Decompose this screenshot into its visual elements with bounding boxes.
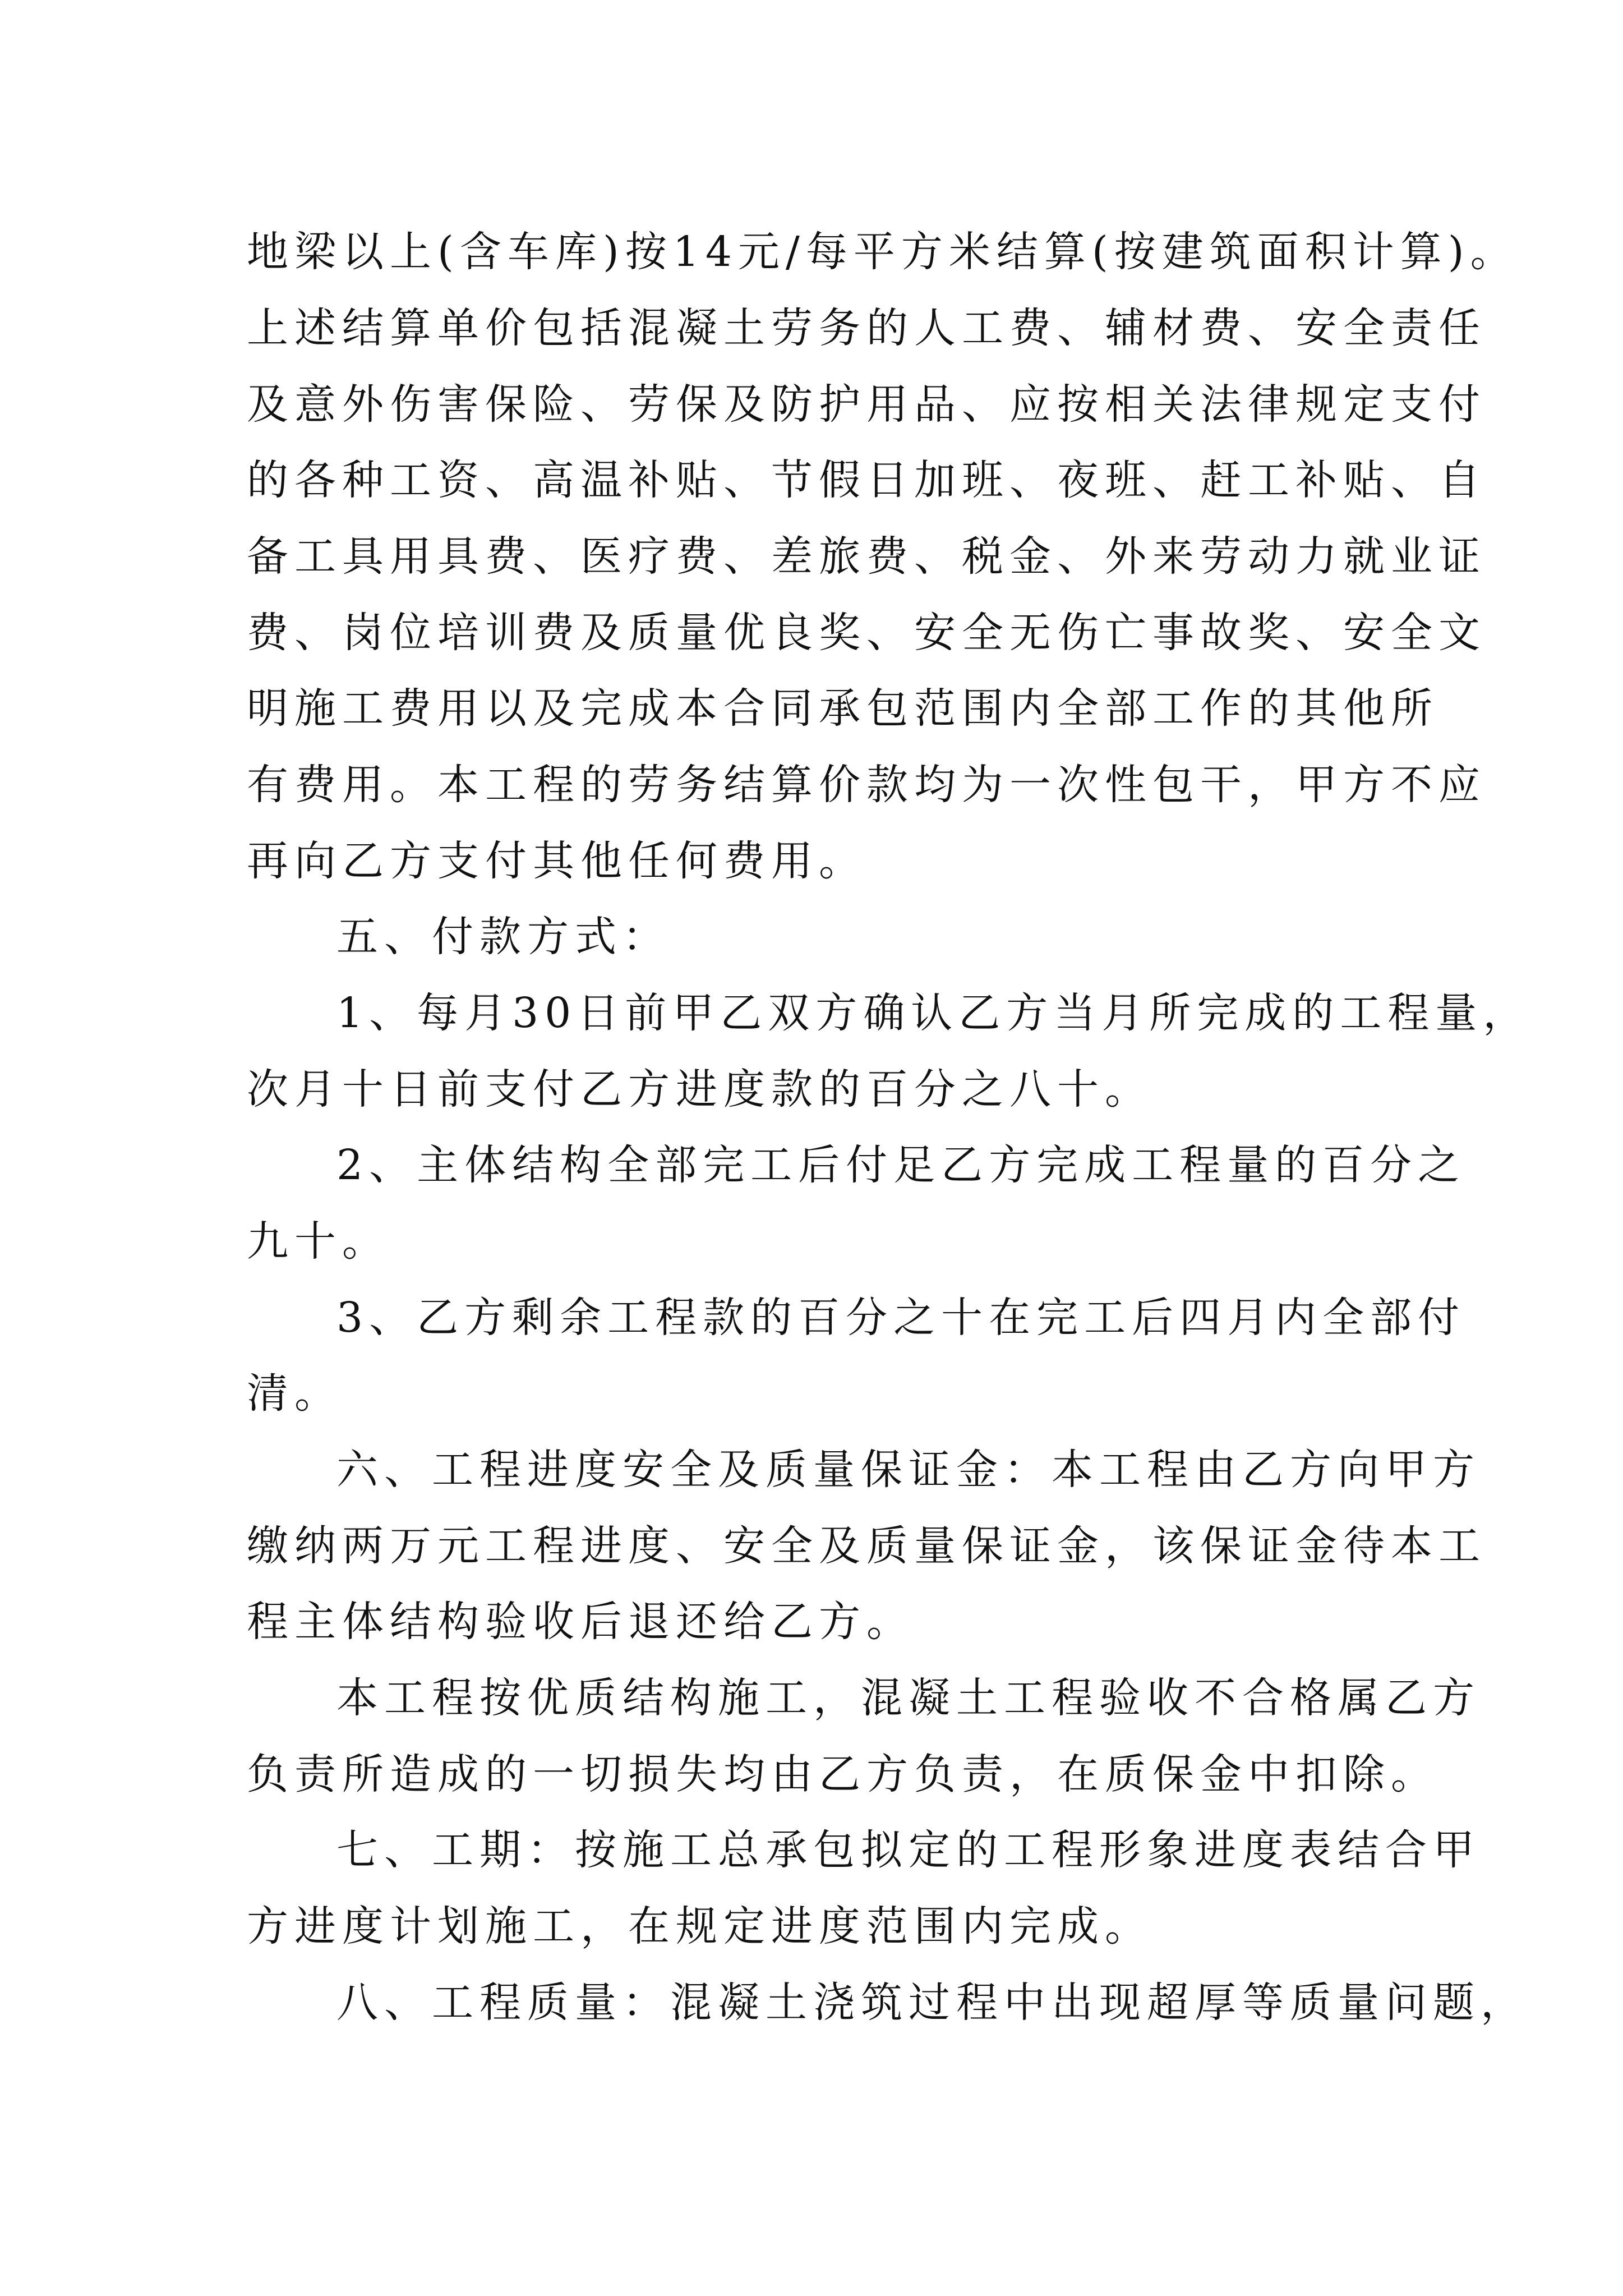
text-line: 明施工费用以及完成本合同承包范围内全部工作的其他所 [247,684,1438,733]
section-heading: 七、工期：按施工总承包拟定的工程形象进度表结合甲 [336,1826,1481,1874]
text-line: 有费用。本工程的劳务结算价款均为一次性包干，甲方不应 [247,761,1486,809]
section-heading: 六、工程进度安全及质量保证金：本工程由乙方向甲方 [336,1446,1481,1494]
text-line: 负责所造成的一切损失均由乙方负责，在质保金中扣除。 [247,1750,1438,1798]
text-line: 上述结算单价包括混凝土劳务的人工费、辅材费、安全责任 [247,304,1486,352]
text-line: 3、乙方剩余工程款的百分之十在完工后四月内全部付 [336,1294,1466,1342]
text-line: 程主体结构验收后退还给乙方。 [247,1598,914,1646]
text-line: 地梁以上(含车库)按14元/每平方米结算(按建筑面积计算)。 [247,228,1518,276]
text-line: 再向乙方支付其他任何费用。 [247,837,866,885]
section-heading: 五、付款方式： [336,913,670,961]
text-line: 2、主体结构全部完工后付足乙方完成工程量的百分之 [336,1141,1466,1189]
text-line: 本工程按优质结构施工，混凝土工程验收不合格属乙方 [336,1674,1481,1722]
text-line: 九十。 [247,1217,390,1266]
text-line: 清。 [247,1369,342,1418]
text-line: 缴纳两万元工程进度、安全及质量保证金，该保证金待本工 [247,1522,1486,1570]
text-line: 1、每月30日前甲乙双方确认乙方当月所完成的工程量， [336,989,1531,1037]
text-line: 次月十日前支付乙方进度款的百分之八十。 [247,1065,1152,1114]
text-line: 备工具用具费、医疗费、差旅费、税金、外来劳动力就业证 [247,532,1486,581]
text-line: 费、岗位培训费及质量优良奖、安全无伤亡事故奖、安全文 [247,609,1486,657]
text-line: 方进度计划施工，在规定进度范围内完成。 [247,1902,1152,1950]
text-line: 及意外伤害保险、劳保及防护用品、应按相关法律规定支付 [247,380,1486,429]
section-heading: 八、工程质量：混凝土浇筑过程中出现超厚等质量问题， [336,1978,1528,2027]
text-line: 的各种工资、高温补贴、节假日加班、夜班、赶工补贴、自 [247,456,1486,504]
